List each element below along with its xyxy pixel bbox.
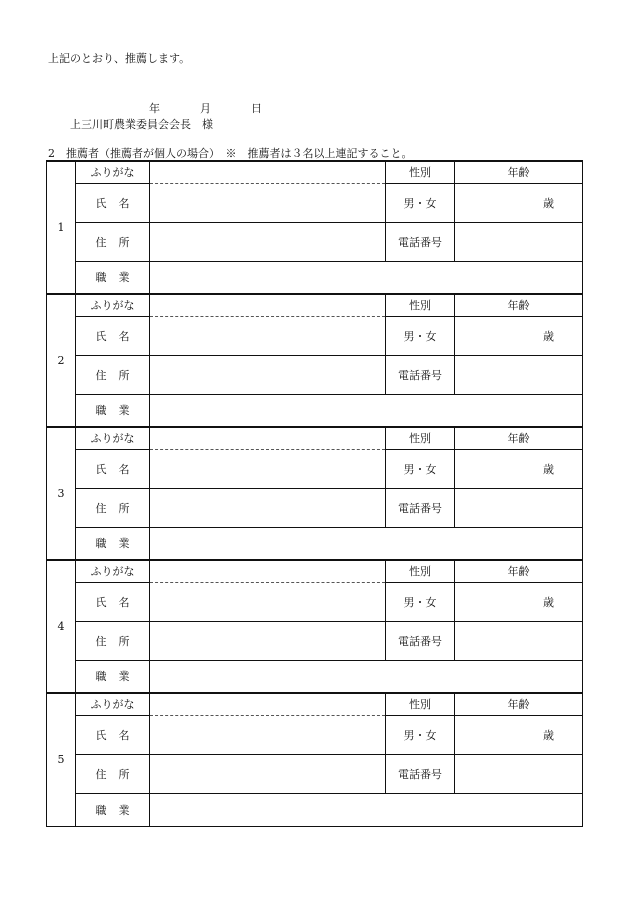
- occupation-label: 職業: [95, 271, 142, 285]
- occupation-label: 職業: [95, 404, 142, 418]
- recommender-2-occupation-row: [47, 394, 583, 427]
- furigana-label: ふりがな: [76, 427, 150, 449]
- furigana-label: ふりがな: [76, 294, 150, 316]
- recommender-2-name-row: [47, 316, 583, 355]
- sex-label: 性別: [386, 161, 455, 183]
- name-field[interactable]: [150, 316, 386, 355]
- name-field[interactable]: [150, 183, 386, 222]
- recommender-2-address-row: [47, 355, 583, 394]
- recommender-1-address-row: [47, 222, 583, 261]
- phone-label: 電話番号: [386, 355, 455, 394]
- age-label: 年齢: [455, 161, 583, 183]
- phone-field[interactable]: [455, 355, 583, 394]
- phone-field[interactable]: [455, 754, 583, 793]
- phone-label: 電話番号: [386, 754, 455, 793]
- recipient-line: 上三川町農業委員会会長 様: [70, 118, 213, 131]
- recommender-number: 5: [47, 693, 76, 826]
- recommender-1-name-row: [47, 183, 583, 222]
- recommender-number: 3: [47, 427, 76, 560]
- occupation-field[interactable]: [150, 394, 583, 427]
- recommender-5-name-row: [47, 715, 583, 754]
- sex-choice[interactable]: 男・女: [386, 449, 455, 488]
- furigana-field[interactable]: [150, 560, 386, 582]
- recommender-4-address-row: [47, 621, 583, 660]
- sex-label: 性別: [386, 294, 455, 316]
- date-day-label: 日: [251, 102, 262, 115]
- furigana-label: ふりがな: [76, 161, 150, 183]
- recommender-number: 2: [47, 294, 76, 427]
- recommender-5-occupation-row: [47, 793, 583, 826]
- address-label: 住所: [95, 767, 142, 781]
- name-field[interactable]: [150, 449, 386, 488]
- address-field[interactable]: [150, 488, 386, 527]
- date-year-label: 年: [149, 102, 160, 115]
- name-label: 氏名: [95, 595, 142, 609]
- name-label: 氏名: [95, 196, 142, 210]
- address-field[interactable]: [150, 754, 386, 793]
- recommender-4-occupation-row: [47, 660, 583, 693]
- phone-label: 電話番号: [386, 222, 455, 261]
- name-label: 氏名: [95, 462, 142, 476]
- furigana-label: ふりがな: [76, 560, 150, 582]
- age-unit: 歳: [543, 329, 554, 343]
- sex-choice[interactable]: 男・女: [386, 582, 455, 621]
- age-field[interactable]: [455, 183, 583, 222]
- phone-field[interactable]: [455, 222, 583, 261]
- address-label: 住所: [95, 235, 142, 249]
- occupation-label: 職業: [95, 803, 142, 817]
- furigana-field[interactable]: [150, 161, 386, 183]
- address-label: 住所: [95, 368, 142, 382]
- date-line: [142, 87, 262, 116]
- age-unit: 歳: [543, 462, 554, 476]
- recommender-3-name-row: [47, 449, 583, 488]
- phone-field[interactable]: [455, 621, 583, 660]
- address-field[interactable]: [150, 222, 386, 261]
- address-label: 住所: [95, 634, 142, 648]
- sex-label: 性別: [386, 427, 455, 449]
- recommender-1-furigana-row: [47, 161, 583, 183]
- section-title: 2 推薦者（推薦者が個人の場合） ※ 推薦者は３名以上連記すること。: [48, 147, 413, 160]
- age-unit: 歳: [543, 728, 554, 742]
- name-field[interactable]: [150, 582, 386, 621]
- address-field[interactable]: [150, 355, 386, 394]
- recommender-4-name-row: [47, 582, 583, 621]
- age-label: 年齢: [455, 693, 583, 715]
- phone-label: 電話番号: [386, 488, 455, 527]
- recommender-3-address-row: [47, 488, 583, 527]
- age-field[interactable]: [455, 316, 583, 355]
- age-label: 年齢: [455, 427, 583, 449]
- age-label: 年齢: [455, 560, 583, 582]
- address-label: 住所: [95, 501, 142, 515]
- phone-field[interactable]: [455, 488, 583, 527]
- recommender-4-furigana-row: [47, 560, 583, 582]
- age-unit: 歳: [543, 595, 554, 609]
- occupation-field[interactable]: [150, 261, 583, 294]
- furigana-field[interactable]: [150, 294, 386, 316]
- age-field[interactable]: [455, 715, 583, 754]
- name-field[interactable]: [150, 715, 386, 754]
- recommender-5-furigana-row: [47, 693, 583, 715]
- occupation-field[interactable]: [150, 660, 583, 693]
- intro-text: 上記のとおり、推薦します。: [48, 52, 191, 65]
- recommender-number: 4: [47, 560, 76, 693]
- age-label: 年齢: [455, 294, 583, 316]
- recommender-2-furigana-row: [47, 294, 583, 316]
- sex-choice[interactable]: 男・女: [386, 183, 455, 222]
- name-label: 氏名: [95, 728, 142, 742]
- phone-label: 電話番号: [386, 621, 455, 660]
- sex-choice[interactable]: 男・女: [386, 715, 455, 754]
- date-month-label: 月: [200, 102, 211, 115]
- furigana-label: ふりがな: [76, 693, 150, 715]
- recommender-3-occupation-row: [47, 527, 583, 560]
- occupation-label: 職業: [95, 537, 142, 551]
- occupation-field[interactable]: [150, 793, 583, 826]
- sex-label: 性別: [386, 560, 455, 582]
- sex-label: 性別: [386, 693, 455, 715]
- recommender-3-furigana-row: [47, 427, 583, 449]
- recommender-1-occupation-row: [47, 261, 583, 294]
- recommender-5-address-row: [47, 754, 583, 793]
- age-field[interactable]: [455, 449, 583, 488]
- occupation-label: 職業: [95, 670, 142, 684]
- sex-choice[interactable]: 男・女: [386, 316, 455, 355]
- occupation-field[interactable]: [150, 527, 583, 560]
- furigana-field[interactable]: [150, 693, 386, 715]
- furigana-field[interactable]: [150, 427, 386, 449]
- recommender-number: 1: [47, 161, 76, 294]
- recommender-table: [46, 160, 583, 827]
- address-field[interactable]: [150, 621, 386, 660]
- age-unit: 歳: [543, 196, 554, 210]
- name-label: 氏名: [95, 329, 142, 343]
- age-field[interactable]: [455, 582, 583, 621]
